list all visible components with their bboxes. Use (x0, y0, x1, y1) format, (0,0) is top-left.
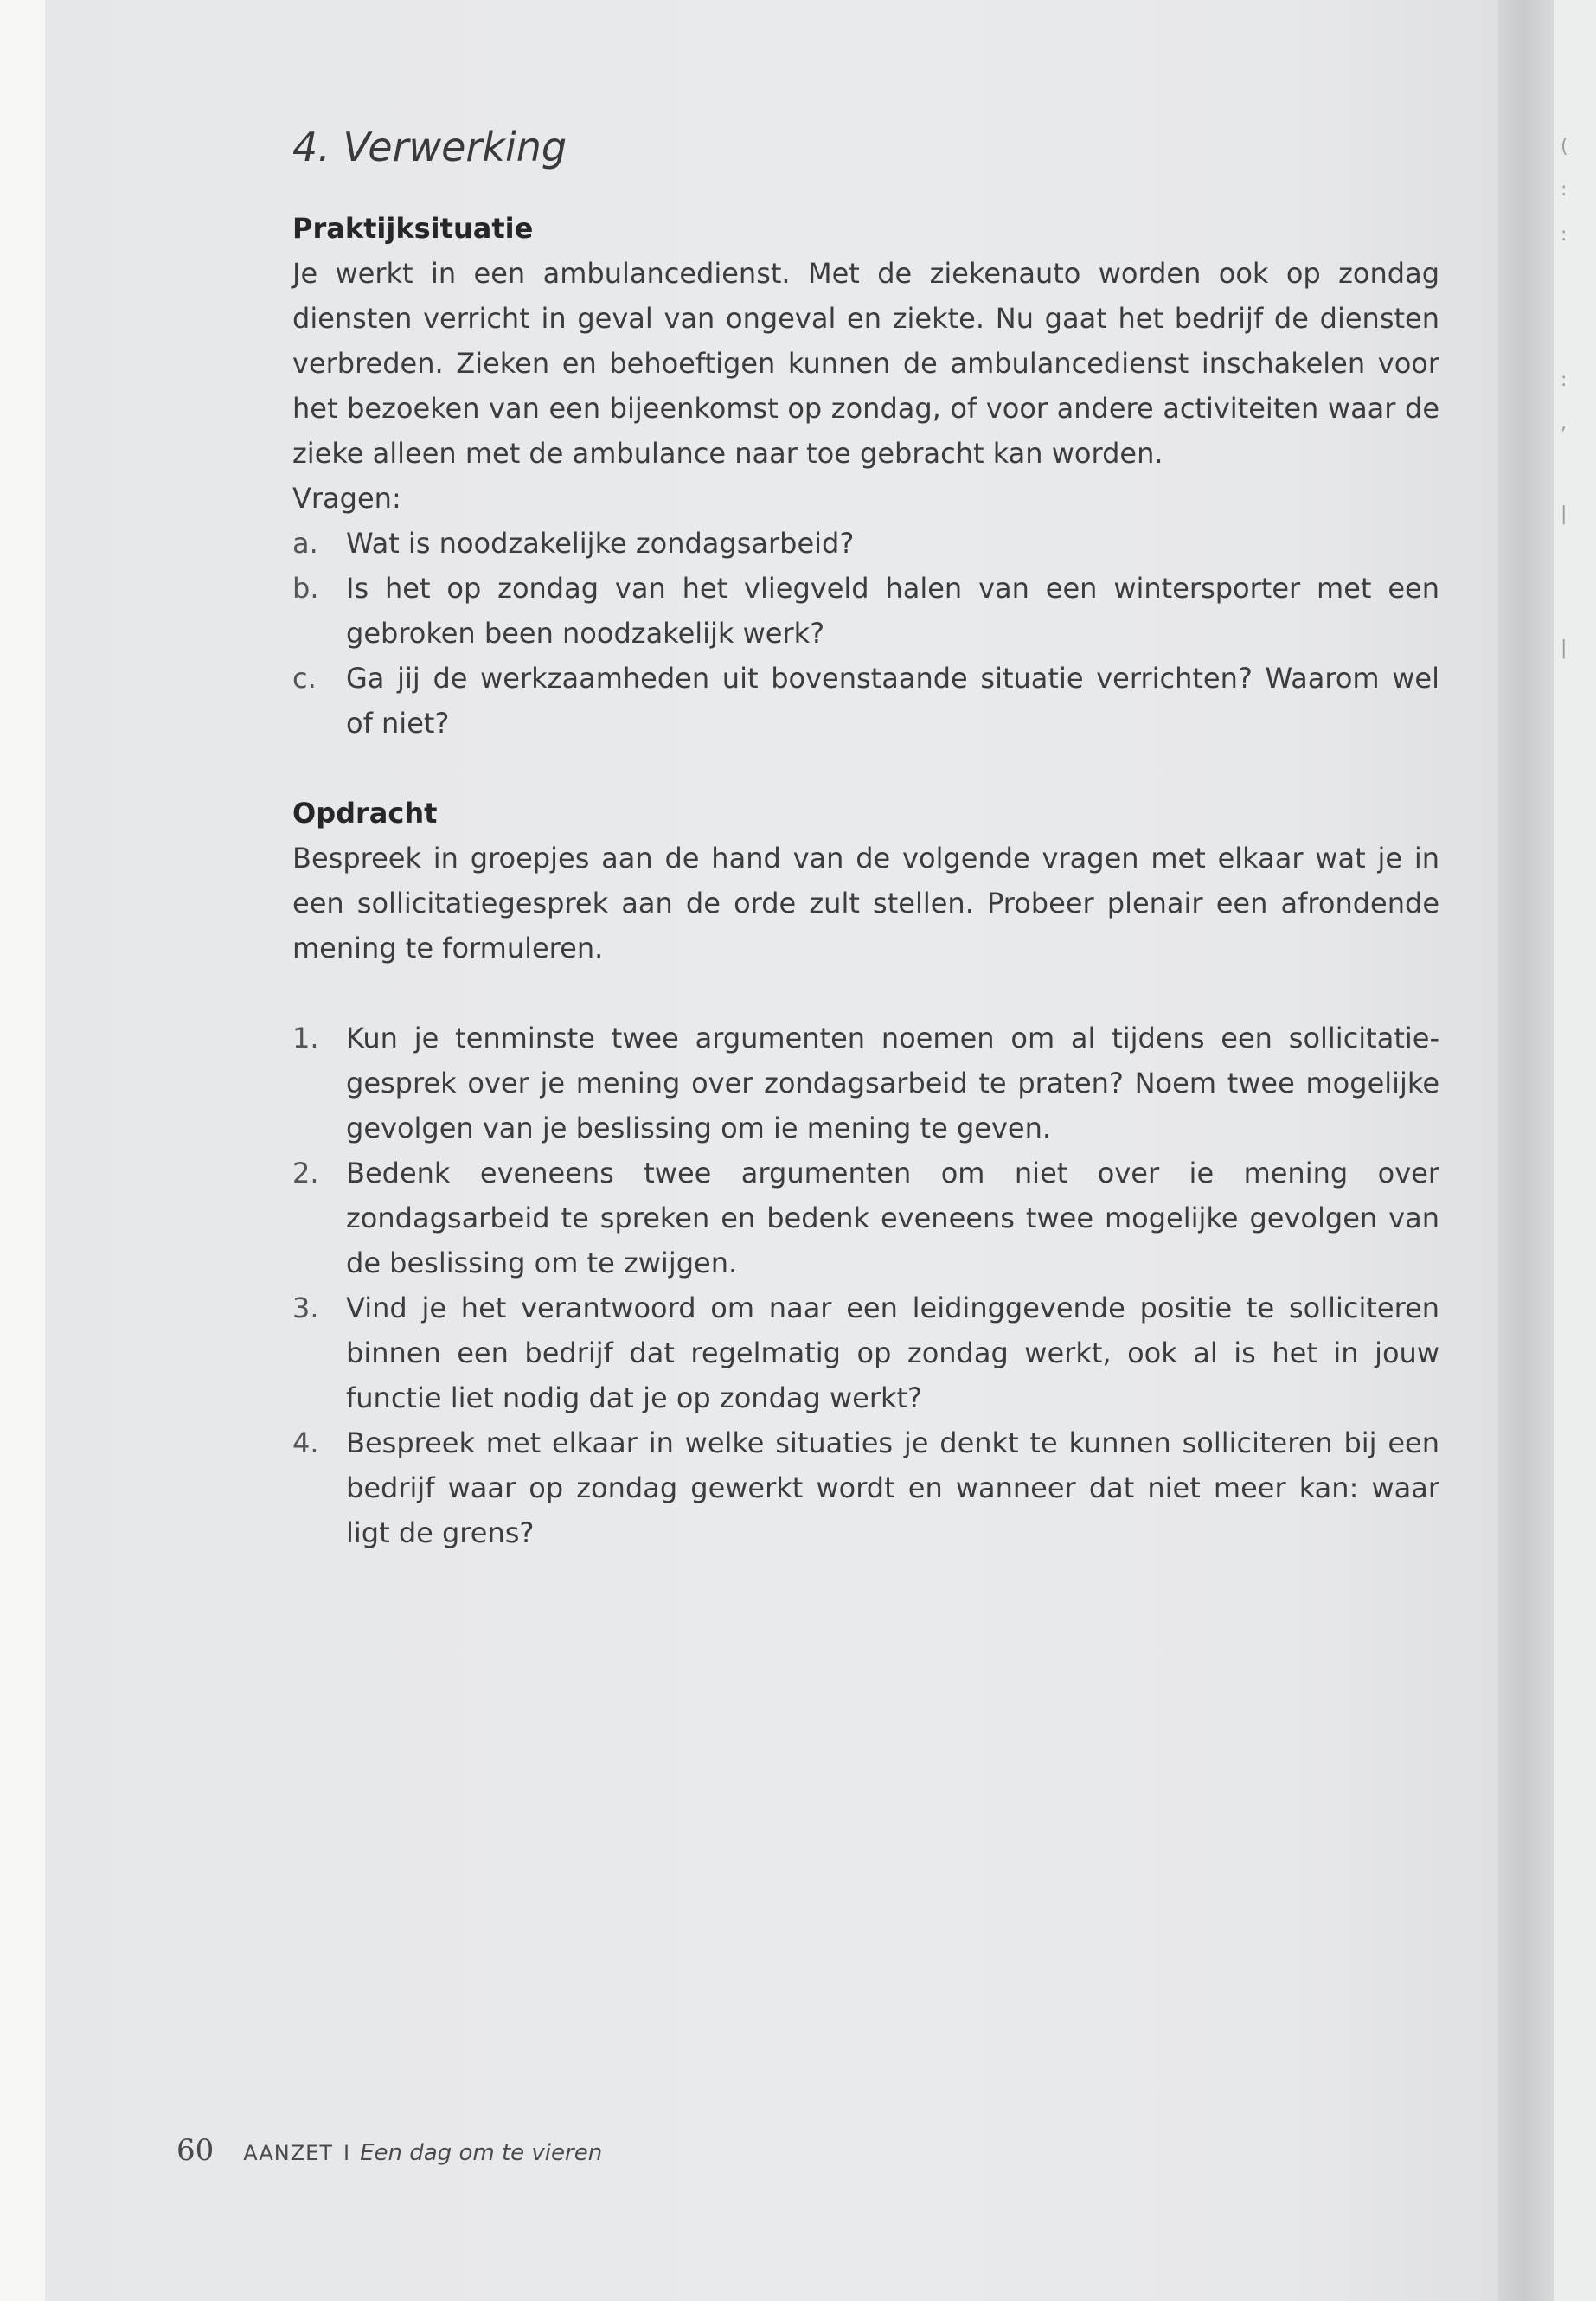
list-marker: 4. (292, 1426, 319, 1459)
list-item (292, 521, 1439, 566)
praktijk-heading: Praktijksituatie (292, 212, 534, 245)
bleed-mark: : (1561, 179, 1567, 201)
book-gutter (1498, 0, 1554, 2301)
spacer (292, 971, 1439, 1016)
page-number: 60 (176, 2133, 215, 2168)
list-item (292, 1016, 1439, 1150)
list-item (292, 1420, 1439, 1555)
list-item-text: Wat is noodzakelijke zondagsarbeid? (346, 527, 855, 560)
section-number: 4. (292, 124, 330, 170)
list-item (292, 656, 1439, 746)
running-head: AANZET (243, 2141, 333, 2165)
questions-label: Vragen: (292, 482, 401, 515)
bleed-mark: ( (1561, 136, 1568, 157)
list-marker: 3. (292, 1292, 319, 1324)
bleed-mark: , (1561, 413, 1567, 434)
list-item-text: Kun je tenminste twee argumenten noemen om al tijdens een sollicitatie-gesprek over je mening over zondagsarbeid te praten? Noem twee mogelijke gevolgen van je beslissing om ie mening te geven. (346, 1022, 1439, 1144)
running-footer (243, 2140, 602, 2166)
list-marker: c. (292, 662, 317, 695)
scan-left-margin (0, 0, 45, 2301)
bleed-mark: | (1561, 503, 1567, 525)
section-heading (292, 121, 1439, 173)
praktijk-paragraph: Je werkt in een ambulancedienst. Met de ziekenauto worden ook op zondag diensten verricht in geval van ongeval en ziekte. Nu gaat het bedrijf de diensten verbreden. Zieken en behoeftigen kunnen de ambulancedienst inschakelen voor het bezoeken van een bijeenkomst op zondag, of voor andere activiteiten waar de zieke alleen met de ambulance naar toe gebracht kan worden. (292, 257, 1439, 470)
adjacent-page-edge (1554, 0, 1596, 2301)
list-marker: 1. (292, 1022, 319, 1054)
list-item (292, 1285, 1439, 1420)
spacer (292, 746, 1439, 791)
running-title: Een dag om te vieren (360, 2140, 603, 2166)
bleed-mark: : (1561, 369, 1567, 391)
list-item-text: Ga jij de werkzaamheden uit bovenstaande situatie verrichten? Waarom wel of niet? (346, 662, 1439, 740)
opdracht-paragraph: Bespreek in groepjes aan de hand van de volgende vragen met elkaar wat je in een sollicitatiegesprek aan de orde zult stellen. Probeer plenair een afrondende mening te formuleren. (292, 842, 1439, 965)
bleed-mark: | (1561, 638, 1567, 659)
section-title: Verwerking (343, 124, 567, 170)
questions-list (292, 521, 1439, 746)
list-item (292, 566, 1439, 656)
list-item-text: Bespreek met elkaar in welke situaties je denkt te kunnen solliciteren bij een bedrijf waar op zondag gewerkt wordt en wanneer dat niet meer kan: waar ligt de grens? (346, 1426, 1439, 1549)
list-marker: b. (292, 572, 319, 605)
opdracht-heading: Opdracht (292, 797, 438, 830)
list-item-text: Vind je het verantwoord om naar een leidinggevende positie te solliciteren binnen een bedrijf dat regelmatig op zondag werkt, ook al is het in jouw functie liet nodig dat je op zondag werkt? (346, 1292, 1439, 1414)
running-separator: I (343, 2141, 350, 2165)
bleed-mark: : (1561, 224, 1567, 246)
assignment-list (292, 1016, 1439, 1555)
list-item (292, 1150, 1439, 1285)
list-marker: a. (292, 527, 318, 560)
list-marker: 2. (292, 1157, 319, 1189)
page-footer (176, 2133, 602, 2168)
page-content (292, 121, 1439, 1555)
list-item-text: Bedenk eveneens twee argumenten om niet over ie mening over zondagsarbeid te spreken en bedenk eveneens twee mogelijke gevolgen van de beslissing om te zwijgen. (346, 1157, 1439, 1279)
list-item-text: Is het op zondag van het vliegveld halen van een wintersporter met een gebroken been noodzakelijk werk? (346, 572, 1439, 650)
